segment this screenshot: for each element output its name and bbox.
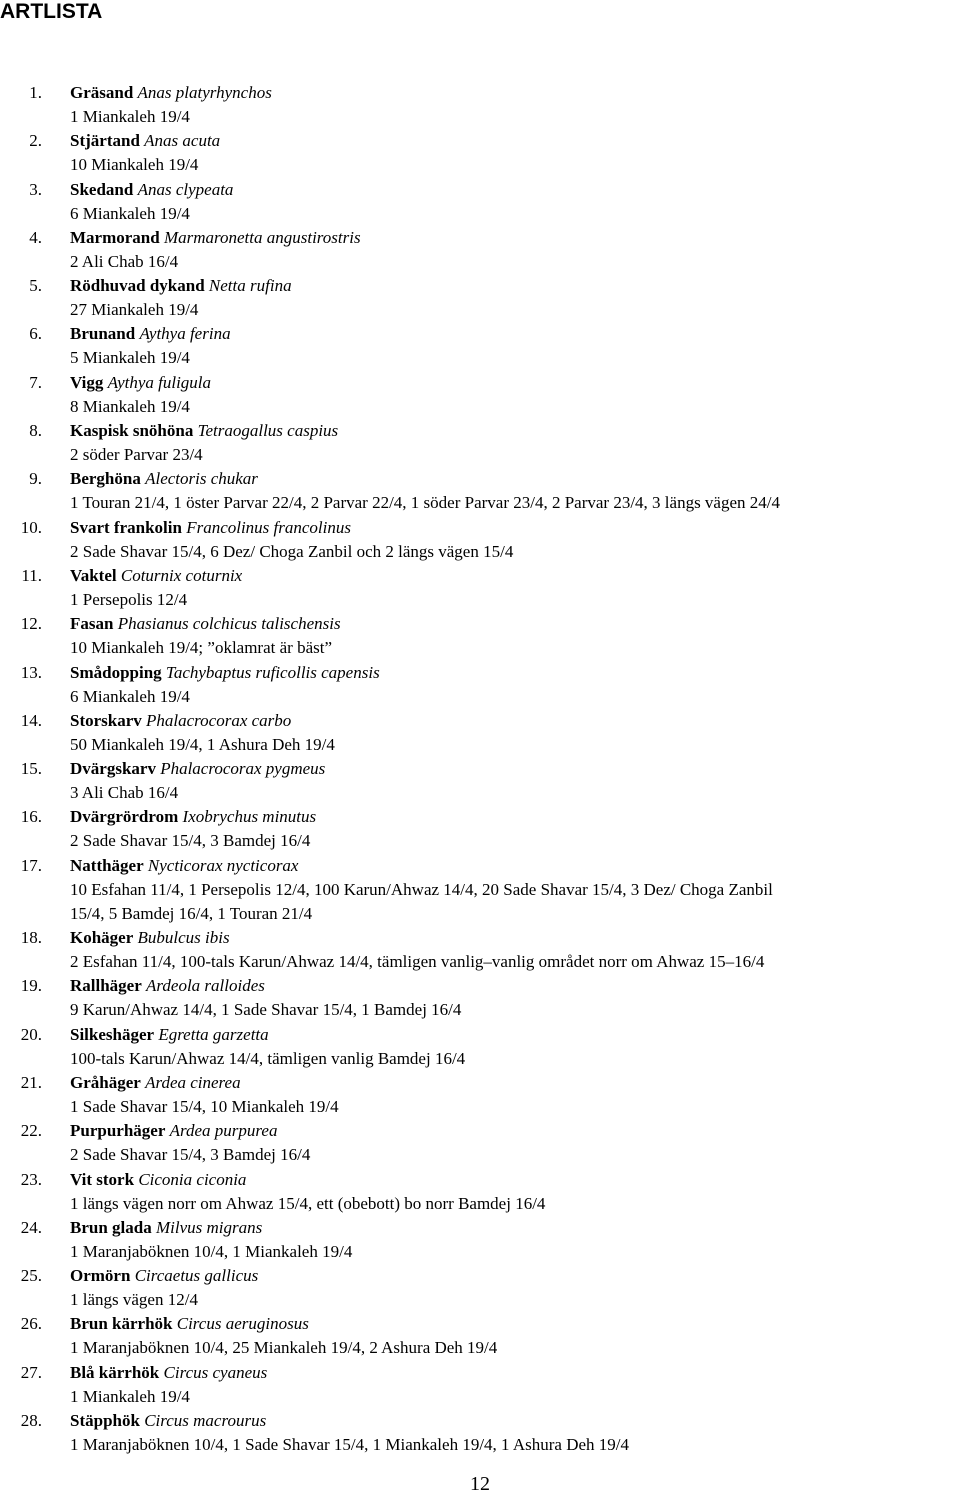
observations [70,1433,960,1457]
common-name: Natthäger [70,855,144,875]
common-name: Dvärgrördrom [70,807,179,827]
species-number: 22. [20,1121,42,1141]
observations [70,202,960,226]
species-entry [0,974,960,1022]
observations [70,346,960,370]
common-name: Ormörn [70,1266,131,1286]
species-entry [0,1119,960,1167]
common-name: Gräsand [70,83,134,102]
species-number: 7. [29,372,42,392]
latin-name: Netta rufina [208,276,292,296]
species-entry [0,1023,960,1071]
species-number: 28. [20,1411,42,1431]
observations [70,878,960,926]
latin-name: Ixobrychus minutus [182,807,317,827]
species-number: 11. [21,565,42,585]
common-name: Skedand [70,179,134,199]
common-name: Dvärgskarv [70,759,156,779]
species-number: 27. [20,1362,42,1382]
species-name [70,467,258,491]
observations [70,250,960,274]
species-name [70,1361,267,1385]
observation-line: 10 Esfahan 11/4, 1 Persepolis 12/4, 100 Karun/Ahwaz 14/4, 20 Sade Shavar 15/4, 3 Dez/ Choga Zanbil [70,879,773,899]
common-name: Fasan [70,614,114,634]
latin-name: Bubulcus ibis [137,928,230,948]
species-number: 17. [20,855,42,875]
species-number: 20. [20,1024,42,1044]
species-name [70,1023,269,1047]
species-entry [0,1312,960,1360]
common-name: Storskarv [70,710,142,730]
species-name [70,661,380,685]
species-entry [0,129,960,177]
species-entry [0,467,960,515]
common-name: Silkeshäger [70,1024,155,1044]
latin-name: Circus cyaneus [163,1362,268,1382]
species-number: 25. [20,1266,42,1286]
observations [70,1288,960,1312]
observation-line: 2 Sade Shavar 15/4, 3 Bamdej 16/4 [70,1145,311,1165]
species-number: 23. [20,1169,42,1189]
latin-name: Ardeola ralloides [146,976,265,996]
latin-name: Nycticorax nycticorax [147,855,299,875]
observations [70,540,960,564]
species-entry [0,1264,960,1312]
observation-line: 1 längs vägen norr om Ahwaz 15/4, ett (obebott) bo norr Bamdej 16/4 [70,1193,546,1213]
common-name: Smådopping [70,662,162,682]
species-number: 3. [29,179,42,199]
latin-name: Anas clypeata [137,179,234,199]
species-entry [0,805,960,853]
species-entry [0,274,960,322]
species-entry [0,854,960,926]
species-number: 5. [29,276,42,296]
latin-name: Coturnix coturnix [120,565,243,585]
observation-line: 2 Esfahan 11/4, 100-tals Karun/Ahwaz 14/4, tämligen vanlig–vanlig området norr om Ahwaz 15–16/4 [70,952,765,972]
observations [70,685,960,709]
species-name [70,854,298,878]
species-number: 1. [29,83,42,102]
observations [70,1336,960,1360]
observation-line: 2 Sade Shavar 15/4, 3 Bamdej 16/4 [70,831,311,851]
species-entry [0,371,960,419]
species-number: 13. [20,662,42,682]
observation-line: 1 Maranjaböknen 10/4, 1 Sade Shavar 15/4, 1 Miankaleh 19/4, 1 Ashura Deh 19/4 [70,1435,630,1455]
latin-name: Phalacrocorax carbo [146,710,292,730]
species-name [70,81,272,105]
species-entry [0,516,960,564]
common-name: Brun kärrhök [70,1314,173,1334]
observation-line: 1 längs vägen 12/4 [70,1290,198,1310]
observation-line: 1 Maranjaböknen 10/4, 1 Miankaleh 19/4 [70,1241,353,1261]
observations [70,829,960,853]
latin-name: Tetraogallus caspius [197,421,339,441]
observation-line: 5 Miankaleh 19/4 [70,348,190,368]
observation-line: 100-tals Karun/Ahwaz 14/4, tämligen vanlig Bamdej 16/4 [70,1048,466,1068]
common-name: Brunand [70,324,136,344]
observation-line: 50 Miankaleh 19/4, 1 Ashura Deh 19/4 [70,734,335,754]
latin-name: Ardea cinerea [145,1072,241,1092]
common-name: Purpurhäger [70,1121,166,1141]
species-entry [0,709,960,757]
observations [70,781,960,805]
observation-line: 1 Maranjaböknen 10/4, 25 Miankaleh 19/4, 2 Ashura Deh 19/4 [70,1338,498,1358]
observations [70,1192,960,1216]
species-list [0,81,960,1457]
page-title: ARTLISTA [0,0,103,23]
common-name: Brun glada [70,1217,152,1237]
species-name [70,1312,309,1336]
species-number: 15. [20,759,42,779]
species-entry [0,1361,960,1409]
latin-name: Anas platyrhynchos [137,83,272,102]
common-name: Kaspisk snöhöna [70,421,194,441]
observations [70,636,960,660]
common-name: Gråhäger [70,1072,141,1092]
species-entry [0,178,960,226]
species-entry [0,1216,960,1264]
common-name: Stjärtand [70,131,140,151]
species-entry [0,419,960,467]
latin-name: Aythya ferina [139,324,231,344]
observations [70,950,960,974]
latin-name: Phalacrocorax pygmeus [160,759,326,779]
observations [70,443,960,467]
species-entry [0,661,960,709]
observation-line: 10 Miankaleh 19/4 [70,155,199,175]
species-entry [0,1168,960,1216]
species-name [70,419,338,443]
species-number: 18. [20,928,42,948]
species-name [70,178,233,202]
common-name: Vigg [70,372,104,392]
observation-line: 10 Miankaleh 19/4; ”oklamrat är bäst” [70,638,332,658]
latin-name: Marmaronetta angustirostris [163,227,361,247]
observation-line: 1 Miankaleh 19/4 [70,107,190,126]
species-name [70,709,291,733]
species-name [70,371,211,395]
species-number: 4. [29,227,42,247]
species-number: 12. [20,614,42,634]
common-name: Rallhäger [70,976,142,996]
species-number: 14. [20,710,42,730]
species-number: 6. [29,324,42,344]
species-name [70,129,220,153]
latin-name: Alectoris chukar [145,469,258,489]
species-number: 8. [29,421,42,441]
observation-line: 6 Miankaleh 19/4 [70,686,190,706]
common-name: Vit stork [70,1169,135,1189]
species-number: 19. [20,976,42,996]
species-number: 10. [20,517,42,537]
observations [70,1240,960,1264]
species-entry [0,612,960,660]
observation-line: 1 Miankaleh 19/4 [70,1386,190,1406]
species-name [70,1264,258,1288]
common-name: Berghöna [70,469,141,489]
species-entry [0,1071,960,1119]
latin-name: Ardea purpurea [169,1121,278,1141]
species-name [70,226,361,250]
species-entry [0,564,960,612]
observations [70,998,960,1022]
species-number: 2. [29,131,42,151]
species-name [70,1071,241,1095]
observations [70,153,960,177]
common-name: Blå kärrhök [70,1362,160,1382]
observation-line: 9 Karun/Ahwaz 14/4, 1 Sade Shavar 15/4, 1 Bamdej 16/4 [70,1000,462,1020]
observation-line: 2 söder Parvar 23/4 [70,445,203,465]
species-entry [0,757,960,805]
species-name [70,564,242,588]
observations [70,1047,960,1071]
observations [70,491,960,515]
species-name [70,274,292,298]
observation-line: 1 Sade Shavar 15/4, 10 Miankaleh 19/4 [70,1096,339,1116]
common-name: Stäpphök [70,1411,140,1431]
latin-name: Anas acuta [144,131,221,151]
species-number: 21. [20,1072,42,1092]
observation-line: 15/4, 5 Bamdej 16/4, 1 Touran 21/4 [70,903,313,923]
latin-name: Circaetus gallicus [134,1266,259,1286]
common-name: Rödhuvad dykand [70,276,205,296]
species-entry [0,926,960,974]
species-name [70,757,325,781]
species-entry [0,1409,960,1457]
observation-line: 2 Ali Chab 16/4 [70,251,179,271]
species-number: 24. [20,1217,42,1237]
latin-name: Francolinus francolinus [186,517,351,537]
observation-line: 2 Sade Shavar 15/4, 6 Dez/ Choga Zanbil och 2 längs vägen 15/4 [70,541,514,561]
species-number: 26. [20,1314,42,1334]
common-name: Vaktel [70,565,117,585]
observations [70,588,960,612]
observations [70,1385,960,1409]
observations [70,733,960,757]
observation-line: 1 Persepolis 12/4 [70,589,188,609]
species-name [70,1409,266,1433]
species-number: 9. [29,469,42,489]
latin-name: Ciconia ciconia [138,1169,247,1189]
species-name [70,322,231,346]
common-name: Marmorand [70,227,160,247]
species-name [70,612,341,636]
observation-line: 8 Miankaleh 19/4 [70,396,190,416]
observations [70,1143,960,1167]
species-entry [0,226,960,274]
page-number: 12 [470,1473,490,1495]
species-name [70,516,351,540]
species-name [70,926,230,950]
species-name [70,1119,277,1143]
latin-name: Egretta garzetta [158,1024,269,1044]
species-name [70,805,316,829]
observations [70,1095,960,1119]
species-entry [0,322,960,370]
observations [70,298,960,322]
latin-name: Circus aeruginosus [176,1314,309,1334]
common-name: Svart frankolin [70,517,182,537]
species-name [70,1216,262,1240]
observation-line: 6 Miankaleh 19/4 [70,203,190,223]
latin-name: Phasianus colchicus talischensis [117,614,341,634]
observation-line: 27 Miankaleh 19/4 [70,300,199,320]
observation-line: 3 Ali Chab 16/4 [70,783,179,803]
species-name [70,974,265,998]
observations [70,395,960,419]
species-number: 16. [20,807,42,827]
common-name: Kohäger [70,928,134,948]
species-name [70,1168,246,1192]
latin-name: Aythya fuligula [107,372,212,392]
observation-line: 1 Touran 21/4, 1 öster Parvar 22/4, 2 Parvar 22/4, 1 söder Parvar 23/4, 2 Parvar 23/4, 3 längs vägen 24/4 [70,493,780,513]
latin-name: Tachybaptus ruficollis capensis [165,662,380,682]
latin-name: Milvus migrans [155,1217,263,1237]
latin-name: Circus macrourus [144,1411,267,1431]
observations [70,105,960,129]
species-entry [0,81,960,129]
